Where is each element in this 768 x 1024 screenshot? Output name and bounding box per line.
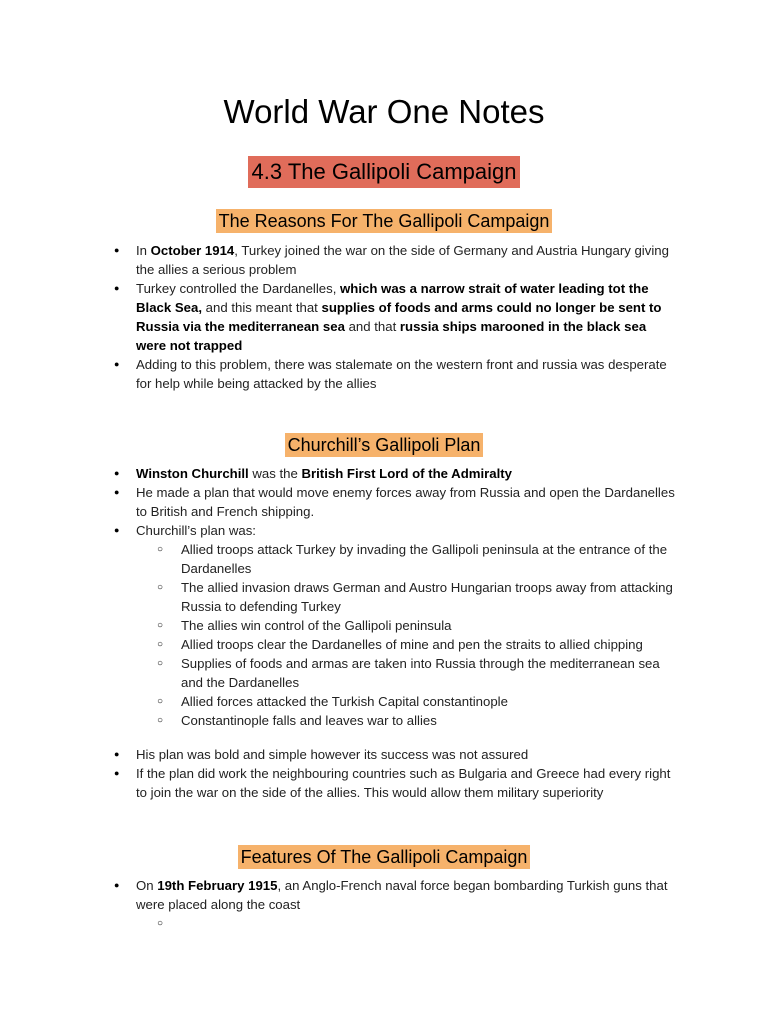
section-heading-plan: Churchill’s Gallipoli Plan (285, 433, 484, 457)
bullet-item (0, 279, 676, 355)
bullet-item (0, 483, 676, 521)
bullet-item (0, 876, 676, 933)
bullet-item (0, 355, 676, 393)
empty-sub-bullet-item (181, 914, 677, 933)
section-heading-features: Features Of The Gallipoli Campaign (238, 845, 531, 869)
text-run: He made a plan that would move enemy forces away from Russia and open the Dardanelles to British and French shipping. (136, 485, 675, 519)
sub-bullet-item: ○ Allied troops attack Turkey by invading the Gallipoli peninsula at the entrance of the Dardanelles (181, 540, 677, 578)
sub-bullet-item: ○ Allied troops clear the Dardanelles of mine and pen the straits to allied chipping (181, 635, 677, 654)
bold-text-run: British First Lord of the Admiralty (301, 466, 513, 481)
text-run: Churchill’s plan was: (136, 523, 256, 538)
bold-text-run: supplies of foods and arms could no longer be sent to Russia via the mediterranean sea (136, 300, 662, 334)
text-run: , Turkey joined the war on the side of Germany and Austria Hungary giving the allies a serious problem (136, 243, 669, 277)
sub-bullet-item: ○ Constantinople falls and leaves war to allies (181, 711, 677, 730)
document-subtitle: 4.3 The Gallipoli Campaign (248, 156, 521, 188)
bullet-item (0, 464, 676, 483)
bold-text-run: 19th February 1915 (157, 878, 278, 893)
text-run: , an Anglo-French naval force began bombarding Turkish guns that were placed along the coast (136, 878, 668, 912)
bold-text-run: October 1914 (150, 243, 235, 258)
bold-text-run: russia ships marooned in the black sea were not trapped (136, 319, 647, 353)
text-run: and this meant that (201, 300, 322, 315)
features-bullet-list (0, 876, 768, 933)
sub-bullet-item: ○ The allied invasion draws German and Austro Hungarian troops away from attacking Russia to defending Turkey (181, 578, 677, 616)
text-run: His plan was bold and simple however its success was not assured (136, 747, 529, 762)
text-run: If the plan did work the neighbouring countries such as Bulgaria and Greece had every right to join the war on the side of the allies. This would allow them military superiority (136, 766, 671, 800)
plan-bullet-list (0, 464, 768, 730)
text-run: Adding to this problem, there was stalemate on the western front and russia was desperate for help while being attacked by the allies (136, 357, 667, 391)
features-sublist (136, 914, 676, 933)
reasons-bullet-list (0, 241, 768, 393)
text-run: On (136, 878, 158, 893)
section-plan-heading-container (0, 433, 768, 457)
section-heading-reasons: The Reasons For The Gallipoli Campaign (216, 209, 553, 233)
bold-text-run: Winston Churchill (136, 466, 249, 481)
bullet-item (0, 241, 676, 279)
section-features-heading-container (0, 845, 768, 869)
sub-bullet-item: ○ Supplies of foods and armas are taken into Russia through the mediterranean sea and the Dardanelles (181, 654, 677, 692)
bullet-item (0, 521, 676, 730)
document-title: World War One Notes (223, 93, 545, 130)
text-run: was the (248, 466, 302, 481)
bold-text-run: which was a narrow strait of water leading tot the Black Sea, (136, 281, 649, 315)
bullet-item (0, 745, 676, 764)
bullet-item (0, 764, 676, 802)
plan-conclusion-bullet-list (0, 745, 768, 802)
section-reasons-heading-container (0, 209, 768, 233)
text-run: Turkey controlled the Dardanelles, (136, 281, 341, 296)
sub-bullet-item: ○ The allies win control of the Gallipoli peninsula (181, 616, 677, 635)
text-run: and that (344, 319, 400, 334)
sub-bullet-item: ○ Allied forces attacked the Turkish Capital constantinople (181, 692, 677, 711)
subtitle-container (0, 156, 768, 188)
text-run: In (136, 243, 151, 258)
plan-steps-sublist (136, 540, 676, 730)
